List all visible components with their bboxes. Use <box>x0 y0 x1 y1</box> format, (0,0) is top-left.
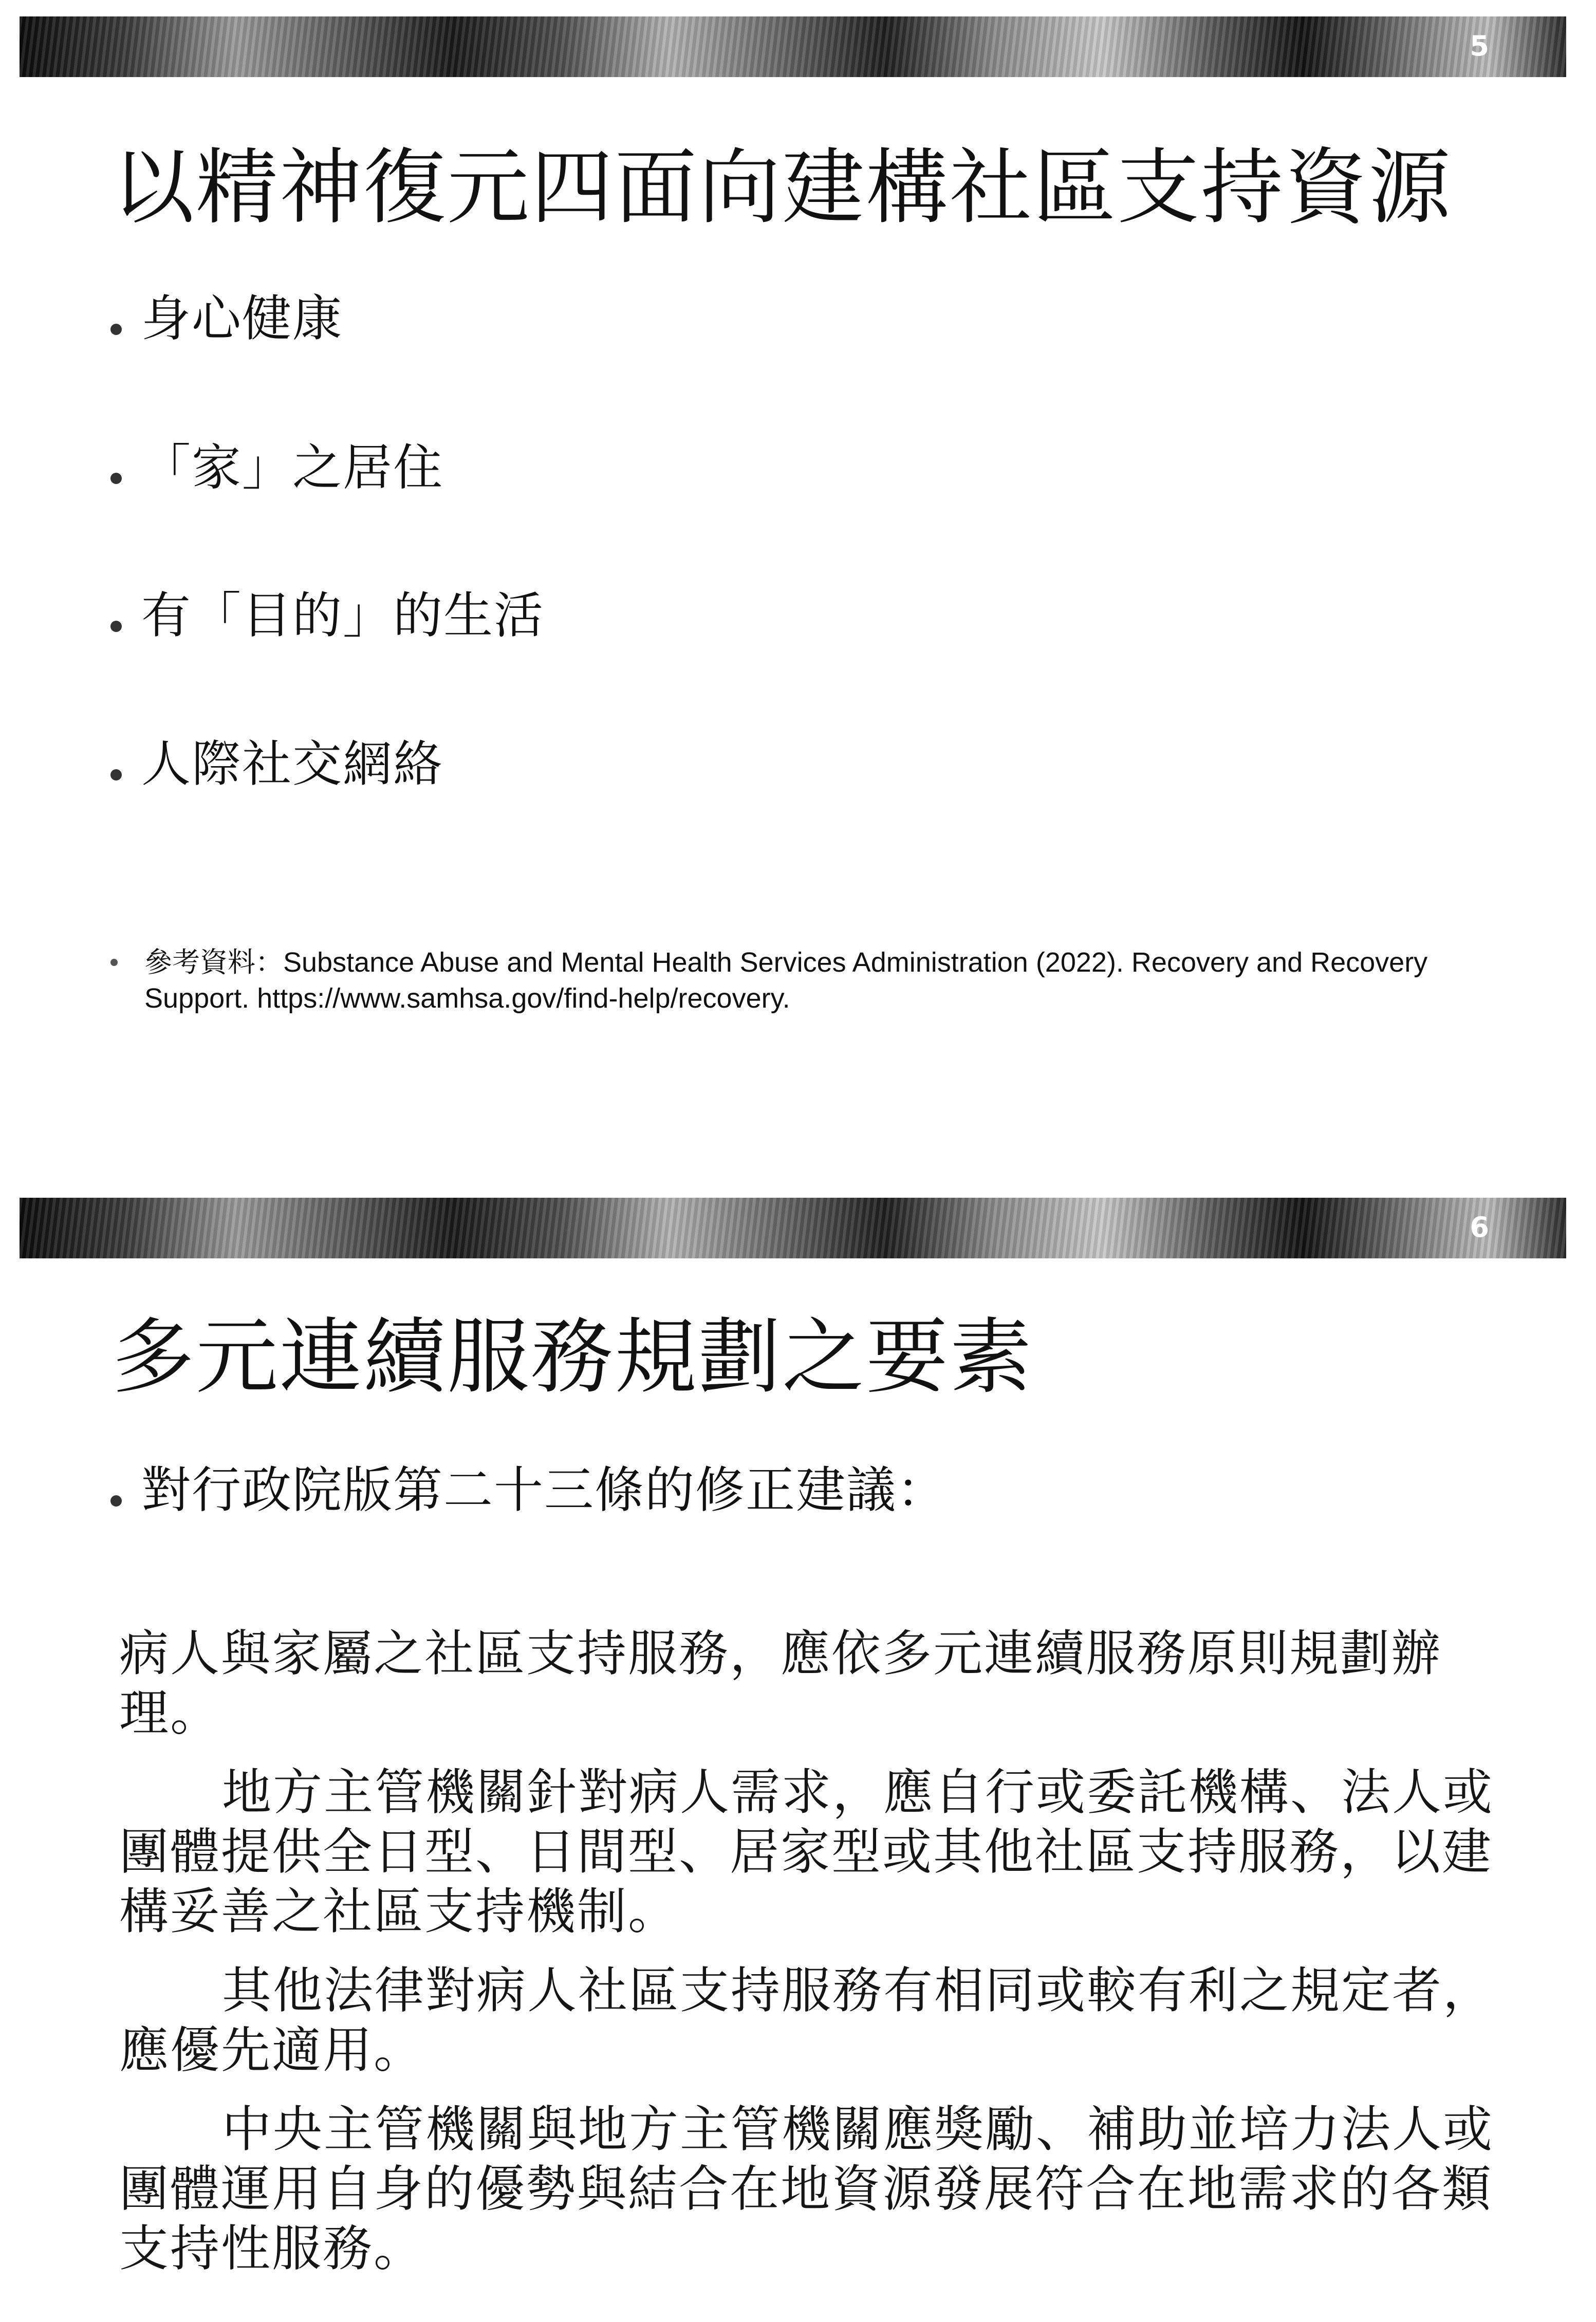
slide-header-bar <box>20 1198 1566 1258</box>
bullet-text: 對行政院版第二十三條的修正建議： <box>141 1461 947 1519</box>
bullet-icon <box>110 959 118 966</box>
paragraph: 病人與家屬之社區支持服務，應依多元連續服務原則規劃辦理。 <box>119 1625 1442 1742</box>
slide-title: 多元連續服務規劃之要素 <box>112 1309 1034 1405</box>
page-number: 5 <box>1470 30 1489 62</box>
bullet-item <box>110 437 443 498</box>
reference-note <box>110 944 1508 1016</box>
bullet-item <box>110 1459 947 1521</box>
bullet-text: 人際社交網絡 <box>141 735 443 793</box>
bullet-item <box>110 585 544 646</box>
page-number: 6 <box>1470 1211 1489 1243</box>
bullet-text: 「家」之居住 <box>141 439 443 496</box>
reference-citation: Substance Abuse and Mental Health Services Administration (2022). Recovery and Recovery Support. https://www.samhsa.gov/find-help/recovery. <box>144 947 1428 1014</box>
bullet-item <box>110 733 443 795</box>
reference-label: 參考資料： <box>144 947 283 978</box>
bullet-icon <box>110 324 122 335</box>
slide-title: 以精神復元四面向建構社區支持資源 <box>112 139 1453 235</box>
paragraph: 其他法律對病人社區支持服務有相同或較有利之規定者，應優先適用。 <box>119 1962 1494 2079</box>
paragraph: 中央主管機關與地方主管機關應獎勵、補助並培力法人或團體運用自身的優勢與結合在地資源發展符合在地需求的各類支持性服務。 <box>119 2101 1494 2277</box>
paragraph: 地方主管機關針對病人需求，應自行或委託機構、法人或團體提供全日型、日間型、居家型或其他社區支持服務，以建構妥善之社區支持機制。 <box>119 1763 1494 1940</box>
bullet-icon <box>110 769 122 781</box>
bullet-icon <box>110 1495 122 1507</box>
amendment-text <box>119 1624 1496 2298</box>
bullet-icon <box>110 621 122 632</box>
slide-header-bar <box>20 16 1566 77</box>
bullet-text: 身心健康 <box>141 290 343 347</box>
bullet-icon <box>110 473 122 484</box>
bullet-text: 有「目的」的生活 <box>141 587 544 644</box>
bullet-item <box>110 288 343 349</box>
reference-text <box>144 944 1508 1016</box>
slide-6 <box>0 1182 1596 2322</box>
